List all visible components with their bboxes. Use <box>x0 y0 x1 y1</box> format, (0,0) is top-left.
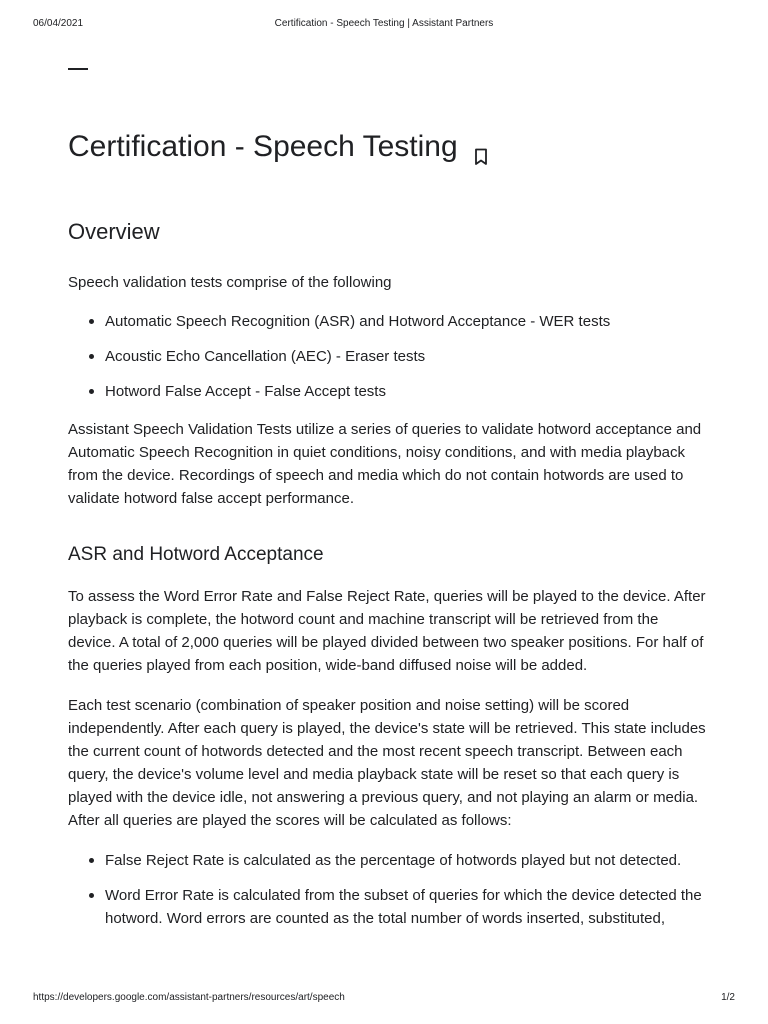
page-title <box>68 128 488 166</box>
asr-paragraph-1: To assess the Word Error Rate and False Reject Rate, queries will be played to the device. After playback is complete, the hotword count and machine transcript will be retrieved from the device. A total of 2,000 queries will be played divided between two speaker positions. For half of the queries played from each position, wide-band diffused noise will be added. <box>68 588 706 674</box>
list-item: Hotword False Accept - False Accept tests <box>68 380 708 403</box>
overview-paragraph: Assistant Speech Validation Tests utilize a series of queries to validate hotword acceptance and Automatic Speech Recognition in quiet conditions, noisy conditions, and with media playback from the device. Recordings of speech and media which do not contain hotwords are used to validate hotword false accept performance. <box>68 421 702 507</box>
print-header <box>33 18 735 32</box>
asr-list <box>68 849 708 942</box>
list-item: Acoustic Echo Cancellation (AEC) - Eraser tests <box>68 345 708 368</box>
page-title-text: Certification - Speech Testing <box>68 130 458 163</box>
print-date: 06/04/2021 <box>33 18 84 29</box>
print-footer <box>33 992 735 1006</box>
bookmark-icon[interactable] <box>474 138 488 156</box>
print-title: Certification - Speech Testing | Assistant Partners <box>274 18 494 29</box>
top-dash-divider <box>68 68 88 70</box>
overview-intro: Speech validation tests comprise of the following <box>68 274 392 291</box>
overview-heading: Overview <box>68 219 160 244</box>
list-item: Word Error Rate is calculated from the subset of queries for which the device detected the hotword. Word errors are counted as the total number of words inserted, substituted, <box>68 884 708 930</box>
print-url: https://developers.google.com/assistant-partners/resources/art/speech <box>33 992 345 1003</box>
asr-paragraph-2: Each test scenario (combination of speaker position and noise setting) will be scored independently. After each query is played, the device's state will be retrieved. This state includes the current count of hotwords detected and the most recent speech transcript. Between each query, the device's volume level and media playback state will be reset so that each query is played with the device idle, not answering a previous query, and not playing an alarm or media. After all queries are played the scores will be calculated as follows: <box>68 697 706 829</box>
asr-heading: ASR and Hotword Acceptance <box>68 544 324 565</box>
list-item: Automatic Speech Recognition (ASR) and Hotword Acceptance - WER tests <box>68 310 708 333</box>
page-number: 1/2 <box>721 992 735 1003</box>
list-item: False Reject Rate is calculated as the percentage of hotwords played but not detected. <box>68 849 708 872</box>
overview-list <box>68 310 708 415</box>
